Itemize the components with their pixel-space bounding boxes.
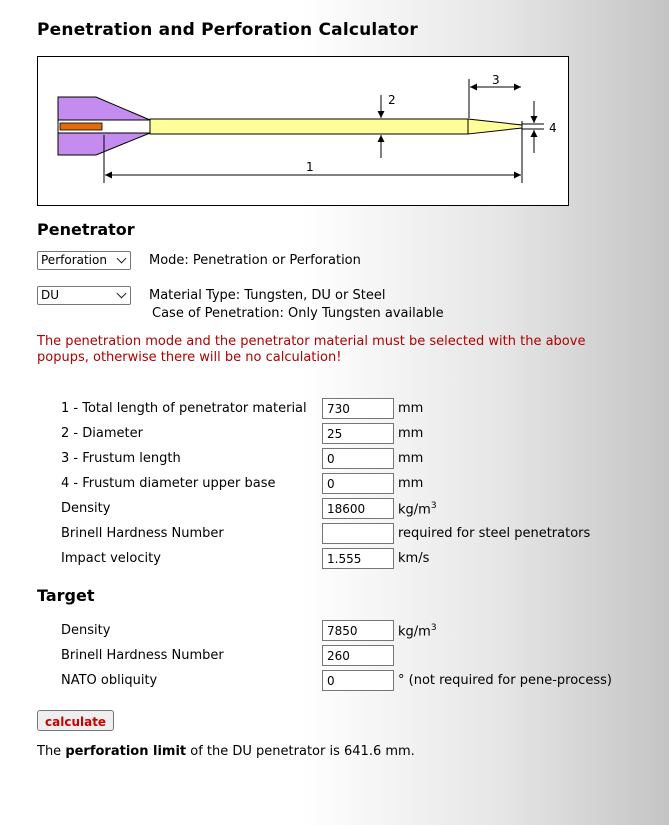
selection-warning: The penetration mode and the penetrator material must be selected with the above popups, otherwise there will be no calculation!: [37, 334, 586, 365]
field-label: Brinell Hardness Number: [61, 526, 224, 541]
penetrator-diagram-svg: [38, 57, 570, 207]
mode-description: Mode: Penetration or Perforation: [149, 253, 361, 268]
diameter-input[interactable]: 25: [322, 423, 394, 444]
field-unit: $kg/m^3$: [398, 623, 437, 640]
field-label: NATO obliquity: [61, 673, 158, 688]
frustum-length-input[interactable]: 0: [322, 448, 394, 469]
mode-select-value: Perforation: [41, 253, 107, 267]
target-hardness-input[interactable]: 260: [322, 645, 394, 666]
material-select-value: DU: [41, 288, 60, 302]
field-unit: mm: [398, 401, 424, 416]
field-label: Impact velocity: [61, 551, 161, 566]
field-label: Brinell Hardness Number: [61, 648, 224, 663]
field-unit: km/s: [398, 551, 430, 566]
dim-diameter-label: 2: [388, 93, 396, 107]
material-select[interactable]: [37, 286, 131, 305]
calculate-button[interactable]: calculate: [37, 710, 114, 731]
chevron-down-icon: [117, 254, 127, 264]
material-description-2: Case of Penetration: Only Tungsten available: [152, 306, 444, 321]
field-unit: mm: [398, 476, 424, 491]
dim-frustum-diameter-label: 4: [549, 121, 557, 135]
page-title: Penetration and Perforation Calculator: [37, 20, 418, 40]
penetrator-diagram: [37, 56, 569, 206]
rod-shape: [150, 119, 468, 134]
field-unit: ° (not required for pene-process): [398, 673, 612, 688]
frustum-diameter-input[interactable]: 0: [322, 473, 394, 494]
field-label: Density: [61, 501, 111, 516]
total-length-input[interactable]: 730: [322, 398, 394, 419]
field-label: Density: [61, 623, 111, 638]
penetrator-heading: Penetrator: [37, 220, 135, 239]
nato-obliquity-input[interactable]: 0: [322, 670, 394, 691]
field-unit: required for steel penetrators: [398, 526, 591, 541]
field-label: 1 - Total length of penetrator material: [61, 401, 307, 416]
field-unit: mm: [398, 426, 424, 441]
chevron-down-icon: [117, 289, 127, 299]
impact-velocity-input[interactable]: 1.555: [322, 548, 394, 569]
frustum-shape: [468, 119, 522, 134]
result-text: The perforation limit of the DU penetrator is 641.6 mm.: [37, 744, 415, 759]
material-description-1: Material Type: Tungsten, DU or Steel: [149, 288, 386, 303]
target-heading: Target: [37, 586, 95, 605]
field-unit: $kg/m^3$: [398, 501, 437, 518]
field-label: 3 - Frustum length: [61, 451, 181, 466]
field-label: 4 - Frustum diameter upper base: [61, 476, 276, 491]
target-density-input[interactable]: 7850: [322, 620, 394, 641]
field-unit: mm: [398, 451, 424, 466]
mode-select[interactable]: [37, 251, 131, 270]
field-label: 2 - Diameter: [61, 426, 143, 441]
core-shape: [60, 123, 102, 130]
dim-length-label: 1: [306, 160, 314, 174]
penetrator-density-input[interactable]: 18600: [322, 498, 394, 519]
penetrator-hardness-input[interactable]: [322, 523, 394, 544]
dim-frustum-length-label: 3: [492, 73, 500, 87]
